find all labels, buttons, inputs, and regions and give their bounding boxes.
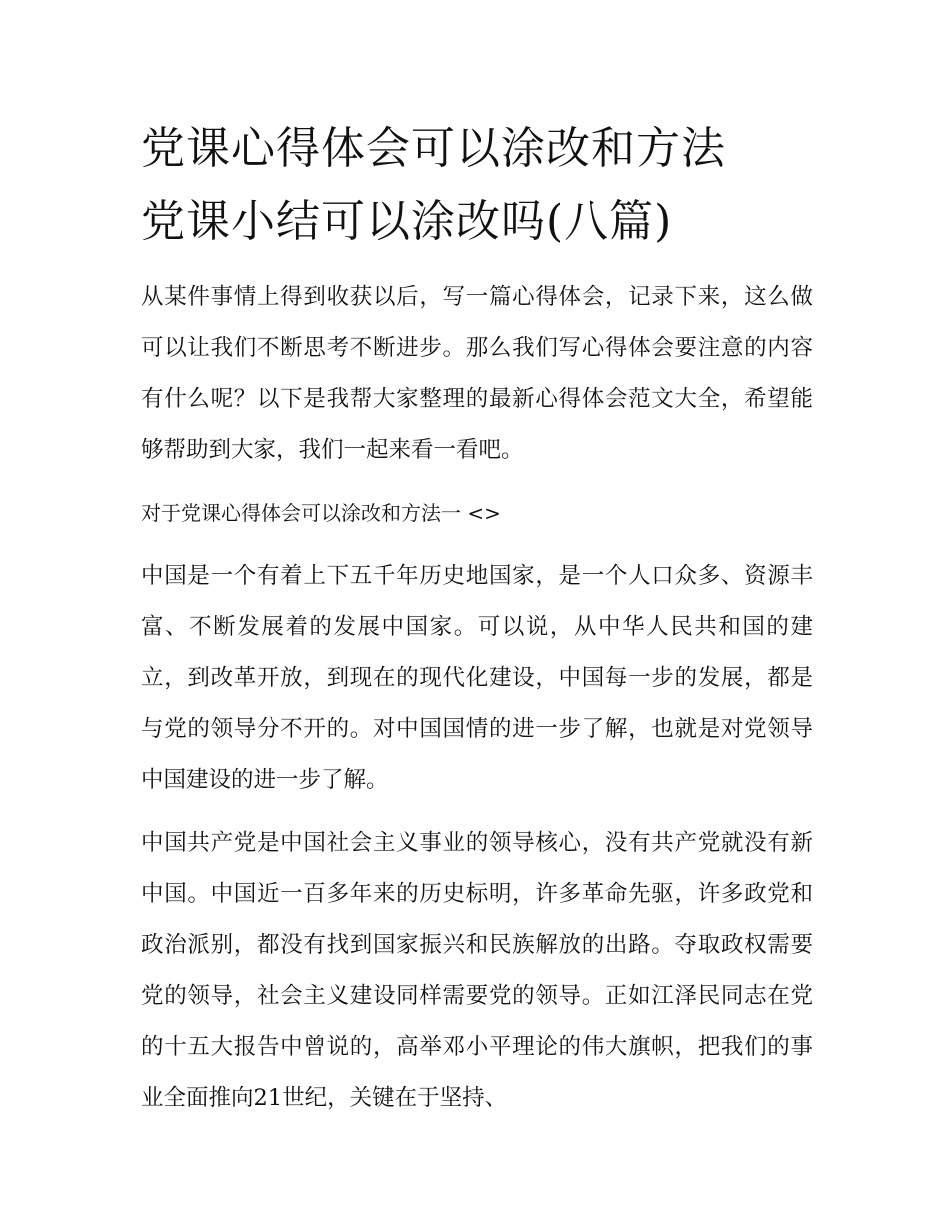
- document-body: [141, 112, 813, 1124]
- intro-paragraph: 从某件事情上得到收获以后，写一篇心得体会，记录下来，这么做可以让我们不断思考不断进步。那么我们写心得体会要注意的内容有什么呢？以下是我帮大家整理的最新心得体会范文大全，希望能够帮助到大家，我们一起来看一看吧。: [141, 284, 813, 463]
- title-line-2: 党课小结可以涂改吗(八篇): [141, 196, 673, 247]
- body-paragraph: 中国共产党是中国社会主义事业的领导核心，没有共产党就没有新中国。中国近一百多年来的历史标明，许多革命先驱，许多政党和政治派别，都没有找到国家振兴和民族解放的出路。夺取政权需要党的领导，社会主义建设同样需要党的领导。正如江泽民同志在党的十五大报告中曾说的，高举邓小平理论的伟大旗帜，把我们的事业全面推向21世纪，关键在于坚持、: [141, 830, 813, 1111]
- section-heading: 对于党课心得体会可以涂改和方法一 <>: [141, 501, 501, 525]
- document-title: [141, 112, 813, 258]
- title-line-1: 党课心得体会可以涂改和方法: [141, 123, 726, 174]
- body-paragraph: 中国是一个有着上下五千年历史地国家，是一个人口众多、资源丰富、不断发展着的发展中国家。可以说，从中华人民共和国的建立，到改革开放，到现在的现代化建设，中国每一步的发展，都是与党的领导分不开的。对中国国情的进一步了解，也就是对党领导中国建设的进一步了解。: [141, 563, 813, 793]
